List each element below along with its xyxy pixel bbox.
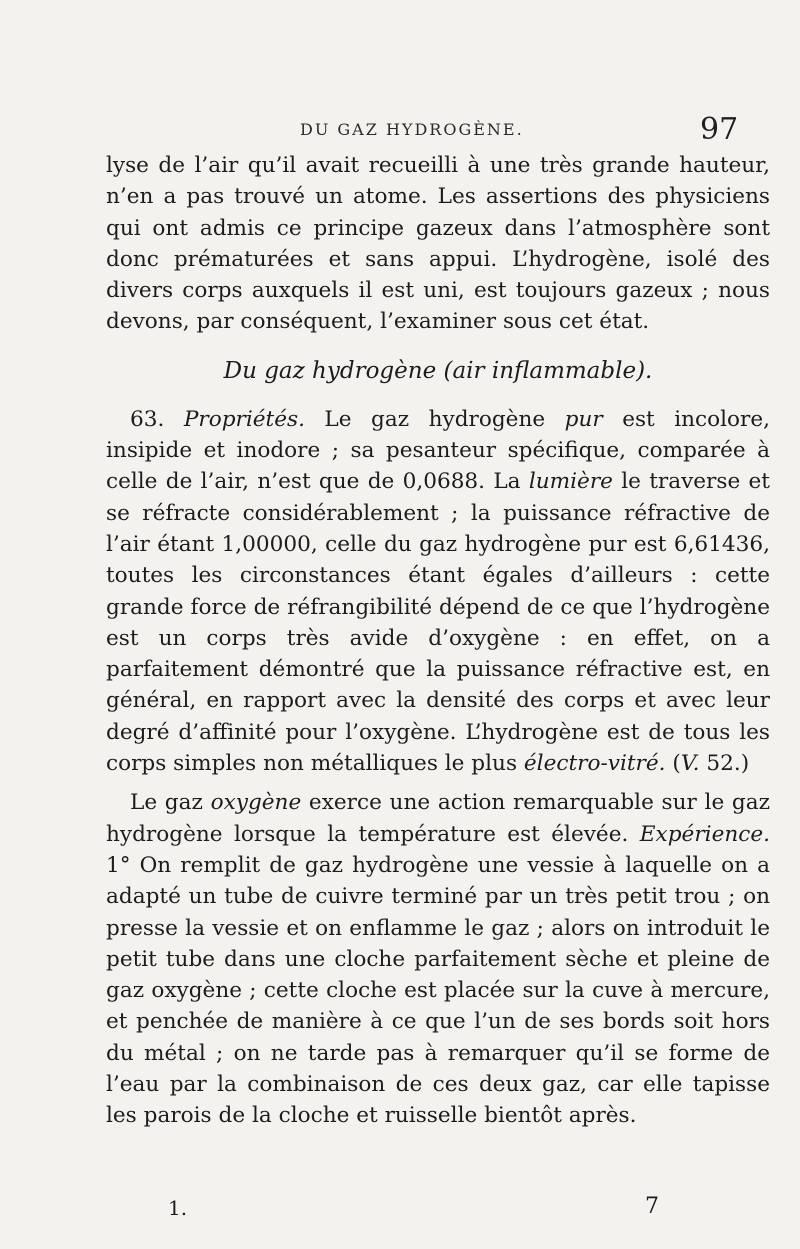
running-title: DU GAZ HYDROGÈNE. [300,120,524,139]
emphasis-lumiere: lumière [528,469,613,495]
paragraph-proprietes [106,404,770,780]
paragraph-continued: lyse de l’air qu’il avait recueilli à une très grande hauteur, n’en a pas trouvé un atome. Les assertions des physiciens qui ont admis ce principe gazeux dans l’atmosphère sont donc prématurées et sans appui. L’hydrogène, isolé des divers corps auxquels il est uni, est toujours gazeux ; nous devons, par conséquent, l’examiner sous cet état. [106,153,770,335]
text-run: 52.) [699,751,750,777]
page-header [0,112,800,152]
text-run: 1° On remplit de gaz hydrogène une vessie à laquelle on a adapté un tube de cuivre terminé par un très petit trou ; on presse la vessie et on enflamme le gaz ; alors on introduit le petit tube dans une cloche parfaitement sèche et pleine de gaz oxygène ; cette cloche est placée sur la cuve à mercure, et penchée de manière à ce que l’un de ses bords soit hors du métal ; on ne tarde pas à remarquer qu’il se forme de l’eau par la combinaison de ces deux gaz, car elle tapisse les parois de la cloche et ruisselle bientôt après. [106,852,770,1129]
emphasis-electro-vitre: électro-vitré. [523,751,666,777]
page-footer [0,1190,800,1230]
section-number: 63. [130,406,165,432]
paragraph-gap [106,779,770,787]
cross-reference: V. [680,751,700,777]
text-run: ( [665,751,681,777]
emphasis-experience: Expérience. [639,821,770,847]
emphasis-oxygene: oxygène [210,790,302,816]
text-run: Le gaz [130,790,211,816]
signature-mark-left: 1. [168,1196,188,1220]
emphasis-pur: pur [564,406,603,432]
paragraph-experience [106,787,770,1131]
section-heading: Du gaz hydrogène (air inflammable). [223,357,653,384]
page-body [106,150,770,1132]
signature-mark-right: 7 [645,1194,659,1219]
text-run: exerce une action remarquable sur le gaz hydrogène lorsque la température est élevée. [106,790,771,847]
page-number: 97 [700,112,739,147]
text-run: est incolore, insipide et inodore ; sa pesanteur spécifique, comparée à celle de l’air, n’est que de 0,0688. La [106,406,770,495]
section-label: Propriétés. [183,406,305,432]
text-run: Le gaz hydrogène [304,406,565,432]
text-run: le traverse et se réfracte considérablement ; la puissance réfractive de l’air étant 1,00000, celle du gaz hydrogène pur est 6,61436, toutes les circonstances étant égales d’ailleurs : cette grande force de réfrangibilité dépend de ce que l’hydrogène est un corps très avide d’oxygène : en effet, on a parfaitement démontré que la puissance réfractive est, en général, en rapport avec la densité des corps et avec leur degré d’affinité pour l’oxygène. L’hydrogène est de tous les corps simples non métalliques le plus [106,469,770,777]
